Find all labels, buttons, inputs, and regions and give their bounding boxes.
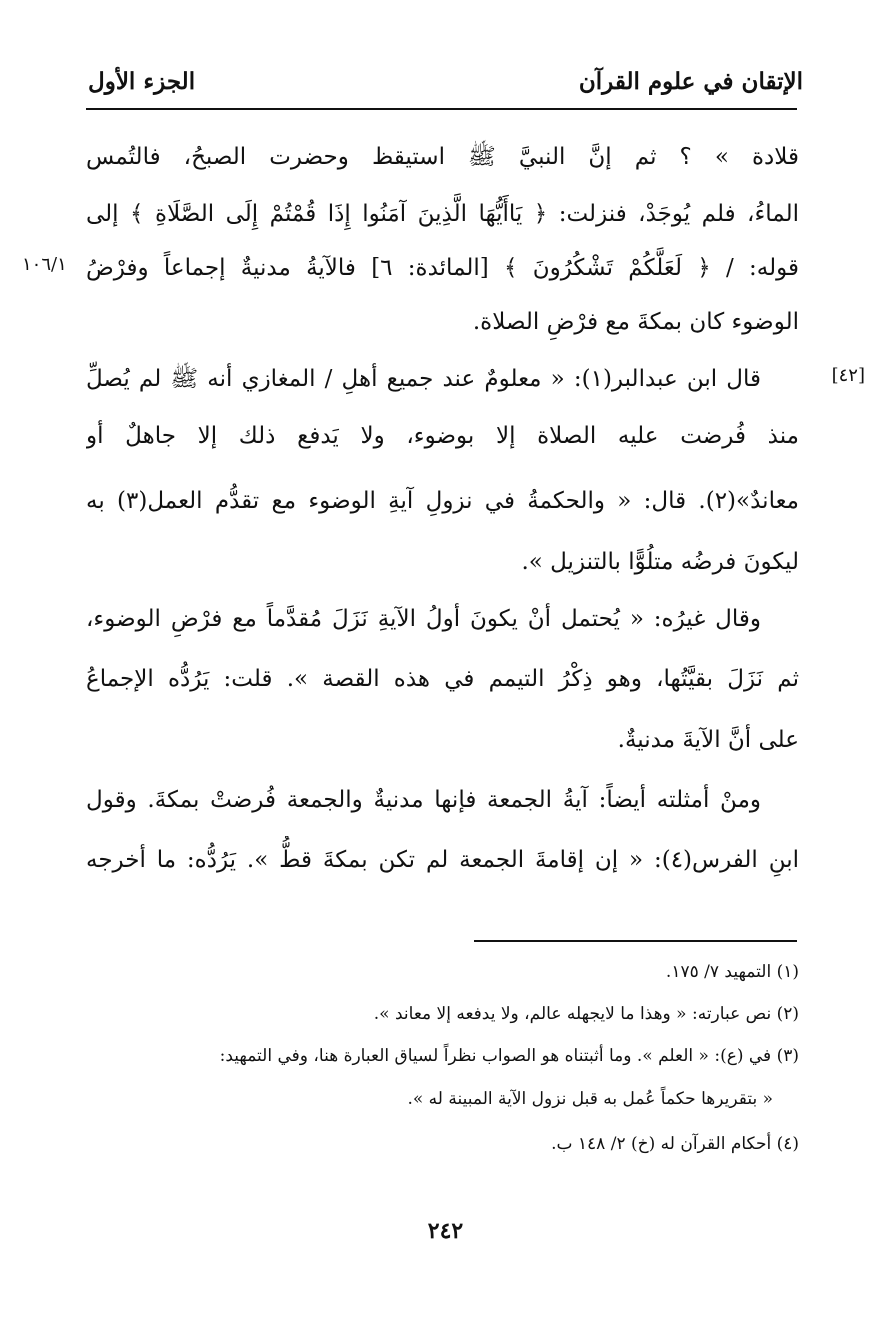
- body-line-8: ليكونَ فرضُه متلُوًّا بالتنزيل ».: [521, 549, 799, 575]
- page-number: ٢٤٢: [427, 1218, 464, 1244]
- running-title: الإتقان في علوم القرآن: [578, 68, 803, 95]
- body-line-11: على أنَّ الآيةَ مدنيةٌ.: [617, 727, 799, 753]
- footnote-2: (٢) نص عبارته: « وهذا ما لايجهله عالم، ولا يدفعه إلا معاند ».: [373, 1004, 799, 1024]
- margin-reference-number: [٤٢]: [831, 365, 865, 386]
- body-line-13: ابنِ الفرس(٤): « إن إقامةَ الجمعة لم تكن بمكةَ قطُّ ». يَرُدُّه: ما أخرجه: [86, 847, 799, 873]
- footnote-3-continuation: « بتقريرها حكماً عُمل به قبل نزول الآية المبينة له ».: [407, 1089, 773, 1109]
- footnote-1: (١) التمهيد ٧/ ١٧٥.: [665, 962, 799, 982]
- body-line-4: الوضوء كان بمكةَ مع فرْضِ الصلاة.: [472, 309, 799, 335]
- body-line-7: معاندٌ»(٢). قال: « والحكمةُ في نزولِ آيةِ الوضوء مع تقدُّم العمل(٣) به: [86, 488, 799, 514]
- body-line-6: منذ فُرضت عليه الصلاة إلا بوضوء، ولا يَدفع ذلك إلا جاهلٌ أو: [86, 423, 799, 449]
- footnote-4: (٤) أحكام القرآن له (خ) ٢/ ١٤٨ ب.: [551, 1134, 799, 1154]
- body-line-12: ومنْ أمثلته أيضاً: آيةُ الجمعة فإنها مدنيةٌ والجمعة فُرضتْ بمكةَ. وقول: [86, 787, 761, 813]
- body-line-5: قال ابن عبدالبر(١): « معلومٌ عند جميع أهلِ / المغازي أنه ﷺ لم يُصلِّ: [86, 366, 762, 392]
- body-line-3: قوله: / ﴿ لَعَلَّكُمْ تَشْكُرُونَ ﴾ [المائدة: ٦] فالآيةُ مدنيةٌ إجماعاً وفرْضُ: [86, 255, 799, 281]
- body-line-1: قلادة » ؟ ثم إنَّ النبيَّ ﷺ استيقظ وحضرت الصبحُ، فالتُمس: [86, 144, 799, 170]
- body-line-2: الماءُ، فلم يُوجَدْ، فنزلت: ﴿ يَاأَيُّهَا الَّذِينَ آمَنُوا إِذَا قُمْتُمْ إِلَى الصَّلَاةِ ﴾ إلى: [86, 201, 799, 227]
- header-divider: [86, 108, 797, 110]
- footnote-divider: [474, 940, 797, 942]
- volume-label: الجزء الأول: [88, 68, 196, 95]
- body-line-9: وقال غيرُه: « يُحتمل أنْ يكونَ أولُ الآيةِ نَزَلَ مُقدَّماً مع فرْضِ الوضوء،: [86, 606, 761, 632]
- margin-manuscript-folio: ١٠٦/١: [22, 254, 67, 275]
- body-line-10: ثم نَزَلَ بقيَّتُها، وهو ذِكْرُ التيمم في هذه القصة ». قلت: يَرُدُّه الإجماعُ: [86, 666, 799, 692]
- footnote-3: (٣) في (ع): « العلم ». وما أثبتناه هو الصواب نظراً لسياق العبارة هنا، وفي التمهيد:: [219, 1046, 799, 1066]
